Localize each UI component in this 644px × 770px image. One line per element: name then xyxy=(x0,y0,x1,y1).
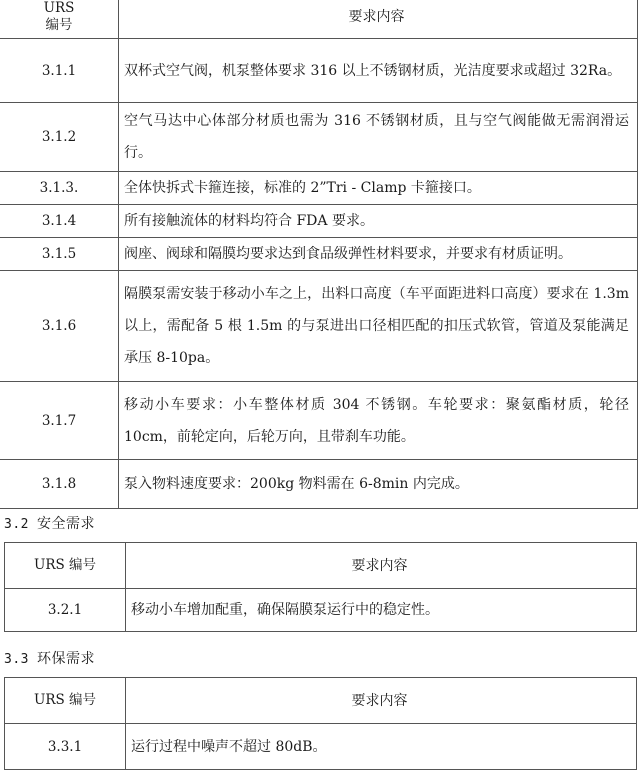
table-header-row xyxy=(5,678,637,724)
urs-number-cell: 3.1.5 xyxy=(0,238,119,271)
requirement-cell: 移动小车要求：小车整体材质 304 不锈钢。车轮要求：聚氨酯材质，轮径 10cm，前轮定向，后轮万向，且带刹车功能。 xyxy=(119,382,638,460)
table-row xyxy=(0,238,638,271)
requirement-cell: 阀座、阀球和隔膜均要求达到食品级弹性材料要求，并要求有材质证明。 xyxy=(119,238,638,271)
requirement-cell: 全体快拆式卡箍连接，标准的 2”Tri - Clamp 卡箍接口。 xyxy=(119,172,638,205)
urs-number-cell: 3.1.1 xyxy=(0,39,119,103)
urs-number-cell: 3.3.1 xyxy=(5,724,126,770)
table-row xyxy=(0,271,638,382)
section-number: 3.2 xyxy=(4,517,29,532)
urs-number-header: URS 编号 xyxy=(5,678,126,724)
requirement-cell: 泵入物料速度要求：200kg 物料需在 6-8min 内完成。 xyxy=(119,460,638,509)
urs-number-header: URS 编号 xyxy=(0,0,119,39)
urs-number-cell: 3.1.8 xyxy=(0,460,119,509)
section-heading-safety xyxy=(4,513,95,533)
section-heading-environmental xyxy=(4,648,95,668)
requirements-table-3-2 xyxy=(4,542,637,632)
urs-number-header: URS 编号 xyxy=(5,543,126,589)
urs-number-cell: 3.1.4 xyxy=(0,205,119,238)
requirement-cell: 运行过程中噪声不超过 80dB。 xyxy=(126,724,637,770)
table-row xyxy=(0,205,638,238)
requirement-content-header: 要求内容 xyxy=(119,0,638,39)
requirement-cell: 空气马达中心体部分材质也需为 316 不锈钢材质，且与空气阀能做无需润滑运行。 xyxy=(119,103,638,172)
urs-number-cell: 3.2.1 xyxy=(5,589,126,632)
table-row xyxy=(0,103,638,172)
requirement-cell: 所有接触流体的材料均符合 FDA 要求。 xyxy=(119,205,638,238)
requirement-content-header: 要求内容 xyxy=(126,543,637,589)
urs-number-cell: 3.1.7 xyxy=(0,382,119,460)
section-title: 安全需求 xyxy=(36,516,95,532)
urs-number-cell: 3.1.6 xyxy=(0,271,119,382)
table-row xyxy=(0,460,638,509)
table-row xyxy=(0,172,638,205)
table-header-row xyxy=(5,543,637,589)
section-title: 环保需求 xyxy=(36,651,95,667)
requirement-content-header: 要求内容 xyxy=(126,678,637,724)
table-row xyxy=(0,39,638,103)
requirement-cell: 隔膜泵需安装于移动小车之上，出料口高度（车平面距进料口高度）要求在 1.3m 以上，需配备 5 根 1.5m 的与泵进出口径相匹配的扣压式软管，管道及泵能满足承压 8-10pa。 xyxy=(119,271,638,382)
section-number: 3.3 xyxy=(4,652,29,667)
table-row xyxy=(5,724,637,770)
table-row xyxy=(5,589,637,632)
requirements-table-3-3 xyxy=(4,677,637,770)
urs-number-cell: 3.1.3. xyxy=(0,172,119,205)
table-header-row xyxy=(0,0,638,39)
requirement-cell: 双杯式空气阀，机泵整体要求 316 以上不锈钢材质，光洁度要求或超过 32Ra。 xyxy=(119,39,638,103)
requirement-cell: 移动小车增加配重，确保隔膜泵运行中的稳定性。 xyxy=(126,589,637,632)
table-row xyxy=(0,382,638,460)
urs-number-cell: 3.1.2 xyxy=(0,103,119,172)
